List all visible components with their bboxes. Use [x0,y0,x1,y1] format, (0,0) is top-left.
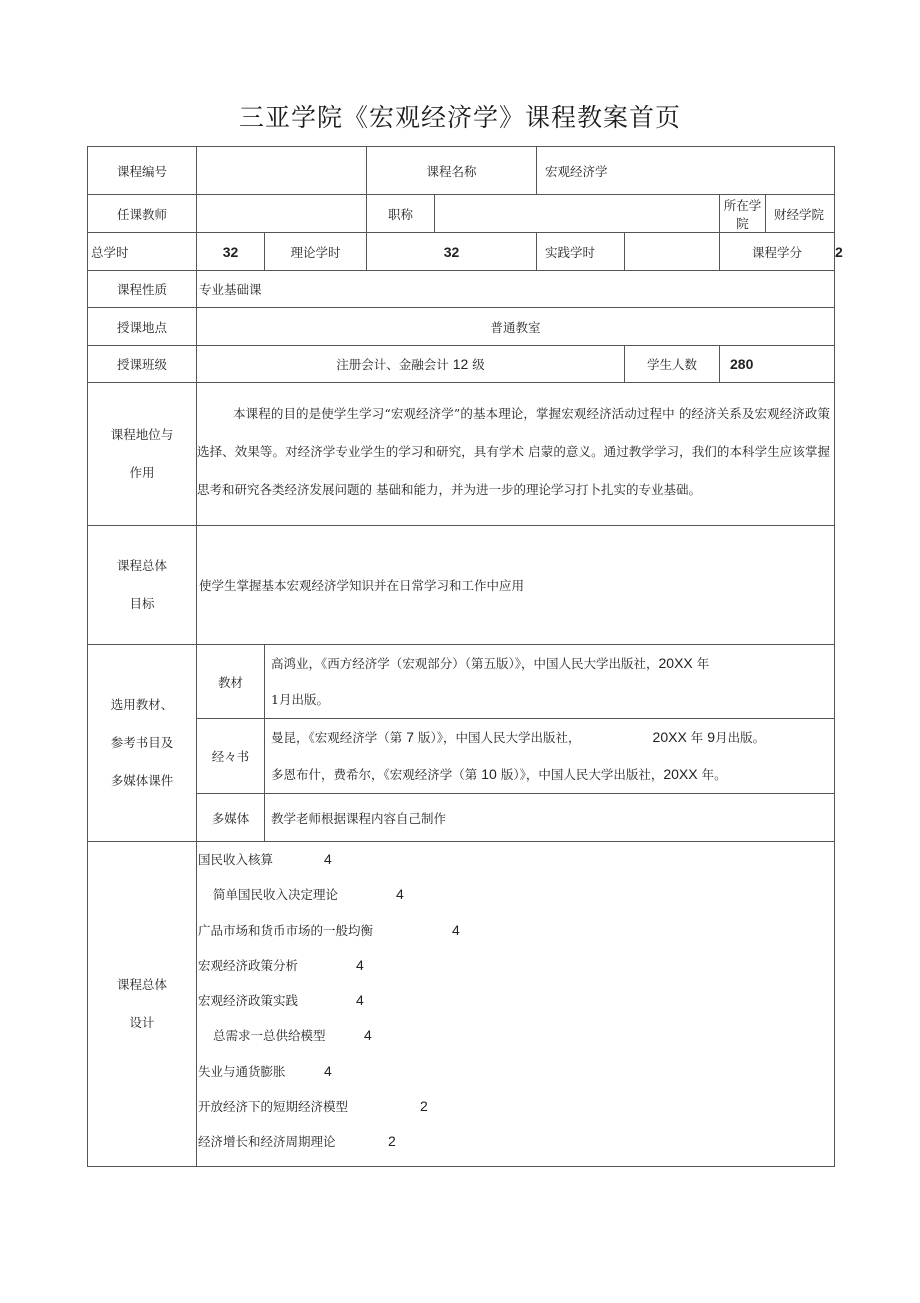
design-item-name: 国民收入核算 [198,852,274,867]
location-value: 普通教室 [197,308,835,346]
class-label: 授课班级 [88,346,197,383]
design-item-name: 经济增长和经济周期理论 [198,1134,336,1150]
course-role-label-line1: 课程地位与 [110,427,174,442]
textbook-line2: 1月出版。 [271,692,329,707]
course-role-label-line2: 作用 [129,465,155,480]
rank-value [435,195,720,233]
textbook-line1-a: 高鸿业，《西方经济学（宏观部分）（第五版）》，中国人民大学出版社， [271,656,659,671]
credit-label: 课程学分 [720,233,835,271]
course-role-text: 本课程的目的是使学生学习“宏观经济学”的基本理论，掌握宏观经济活动过程中 的经济关系及宏观经济政策选择、效果等。对经济学专业学生的学习和研究，具有学术 启蒙的意义。通过教学学习，我们的本科学生应该掌握思考和研究各类经济发展问题的 基础和能力，并为进一步的理论学习打卜扎实的专业基础。 [197,383,835,526]
course-design-label-line1: 课程总体 [116,977,167,992]
class-value-suffix: 级 [472,357,485,372]
total-hours-label: 总学时 [88,233,197,271]
design-item [197,948,834,983]
design-item-hours: 4 [452,921,460,938]
ref1-a: 曼昆，《宏观经济学（第 [271,730,403,745]
course-goal-label-line1: 课程总体 [116,558,167,573]
row-hours: 总学时 32 理论学时 32 实践学时 课程学分 2 [88,233,835,271]
design-item [197,1124,834,1159]
design-item-name: 简单国民收入决定理论 [213,887,339,903]
design-item-hours: 2 [420,1098,428,1115]
textbook-line1 [265,645,834,682]
materials-label-line1: 选用教材、 [110,697,174,712]
ref1-g: 月出版。 [715,730,766,745]
practice-hours-label: 实践学时 [537,233,625,271]
ref2-c: 版）》，中国人民大学出版社， [500,767,664,782]
ref2-b: 10 [481,766,497,782]
row-course-design [88,842,835,1167]
theory-hours-value: 32 [367,233,537,271]
course-nature-value: 专业基础课 [197,271,835,308]
ref1-e: 年 [690,730,704,745]
course-goal-label-line2: 目标 [129,596,155,611]
design-item-hours: 4 [356,956,364,973]
ref2-e: 年。 [701,767,727,782]
multimedia-label: 多媒体 [197,794,265,842]
materials-label [88,645,197,842]
row-location [88,308,835,346]
row-course-code [88,147,835,195]
materials-label-line3: 多媒体课件 [110,773,174,788]
teacher-label: 任课教师 [88,195,197,233]
design-item [197,842,834,877]
design-item-hours: 4 [324,1062,332,1079]
course-name-value: 宏观经济学 [537,147,835,195]
student-count-value: 280 [720,346,835,383]
textbook-line1-c: 年 [696,656,710,671]
college-value: 财经学院 [766,195,835,233]
row-course-role [88,383,835,526]
textbook-line1-b: 20XX [658,655,693,671]
materials-label-line2: 参考书目及 [110,735,174,750]
rank-label: 职称 [367,195,435,233]
design-item-hours: 2 [388,1133,396,1150]
design-item-name: 开放经济下的短期经济模型 [198,1099,349,1115]
class-value [197,346,625,383]
class-value-prefix: 注册会计、金融会计 [336,357,449,372]
row-teacher [88,195,835,233]
design-item-hours: 4 [396,886,404,903]
ref1-f: 9 [707,729,716,745]
student-count-label: 学生人数 [625,346,720,383]
course-design-label [88,842,197,1167]
college-label: 所在学院 [720,195,766,233]
design-item [197,983,834,1018]
row-reference [88,719,835,794]
course-design-list [197,842,835,1167]
design-item [197,1018,834,1053]
ref1-c: 版）》，中国人民大学出版社， [418,730,581,745]
row-course-nature [88,271,835,308]
ref1-b: 7 [406,729,415,745]
course-goal-text: 使学生掌握基本宏观经济学知识并在日常学习和工作中应用 [197,526,835,645]
theory-hours-label: 理论学时 [265,233,367,271]
design-item-name: 总需求一总供给模型 [213,1028,326,1044]
reference-line2 [265,756,834,793]
course-role-label [88,383,197,526]
course-code-value [197,147,367,195]
design-item [197,1089,834,1124]
class-value-num: 12 [452,356,469,372]
design-item-hours: 4 [356,992,364,1009]
design-item-name: 广品市场和货币市场的一般均衡 [198,922,374,938]
row-textbook [88,645,835,719]
ref1-d: 20XX [652,729,687,745]
total-hours-value: 32 [197,233,265,271]
row-course-goal [88,526,835,645]
course-name-label: 课程名称 [367,147,537,195]
course-info-table [87,146,843,1167]
design-item [197,913,834,948]
design-item-name: 失业与通货膨胀 [198,1063,286,1079]
reference-label: 经々书 [197,719,265,794]
course-nature-label: 课程性质 [88,271,197,308]
design-item [197,1054,834,1089]
course-code-label: 课程编号 [88,147,197,195]
design-item [197,877,834,912]
design-item-name: 宏观经济政策分析 [198,957,299,973]
practice-hours-value [625,233,720,271]
design-item-hours: 4 [364,1027,372,1044]
textbook-label: 教材 [197,645,265,719]
design-item-hours: 4 [324,851,332,867]
row-class [88,346,835,383]
ref2-a: 多恩布什，费希尔，《宏观经济学（第 [271,767,478,782]
course-design-label-line2: 设计 [129,1015,155,1030]
course-goal-label [88,526,197,645]
textbook-value [265,645,835,719]
location-label: 授课地点 [88,308,197,346]
design-item-name: 宏观经济政策实践 [198,993,299,1009]
page-title: 三亚学院《宏观经济学》课程教案首页 [238,103,681,132]
reference-line1 [265,719,834,756]
reference-value [265,719,835,794]
ref2-d: 20XX [663,766,698,782]
row-multimedia [88,794,835,842]
multimedia-value: 教学老师根据课程内容自己制作 [265,794,835,842]
teacher-value [197,195,367,233]
